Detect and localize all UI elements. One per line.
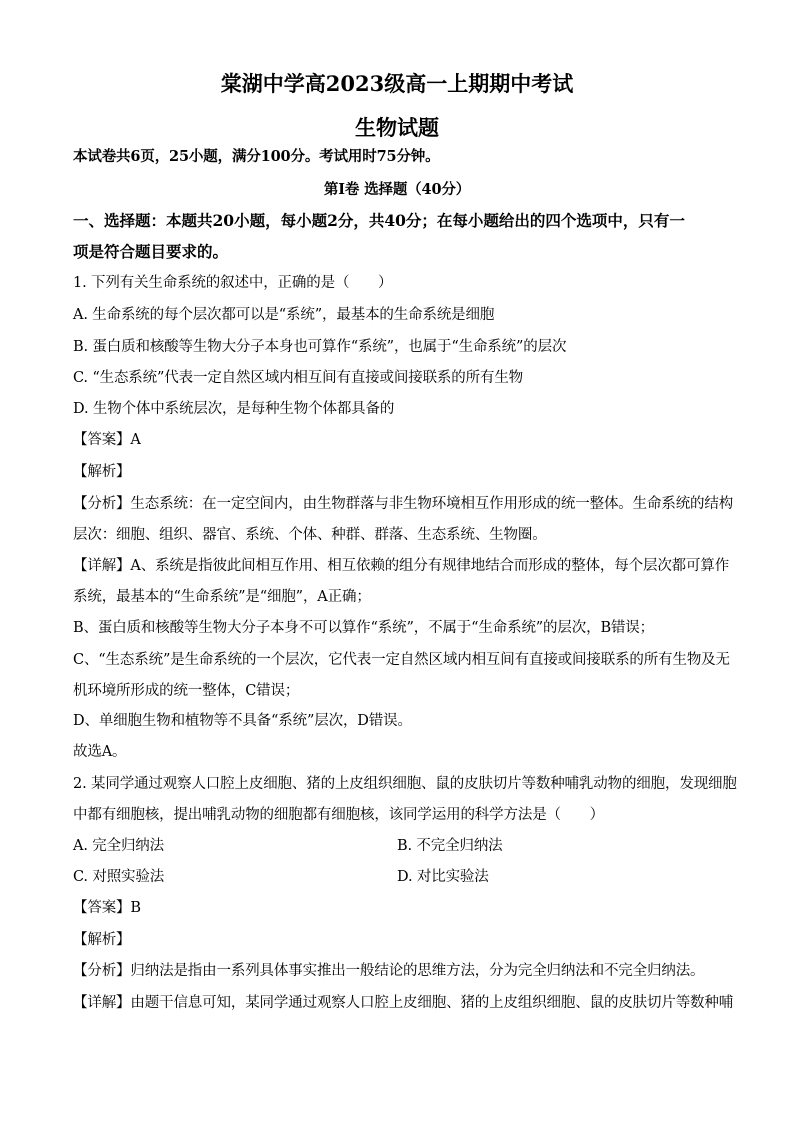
part-title: 第Ⅰ卷 选择题（40分） — [323, 181, 471, 198]
question-2-analysis-label: 【解析】 — [73, 932, 131, 948]
question-1-option-a: A. 生命系统的每个层次都可以是“系统”，最基本的生命系统是细胞 — [73, 307, 495, 323]
question-2-option-b: B. 不完全归纳法 — [397, 838, 503, 854]
exam-intro: 本试卷共6页，25小题，满分100分。考试用时75分钟。 — [73, 148, 440, 165]
subject-title: 生物试题 — [355, 115, 439, 140]
question-1-option-d: D. 生物个体中系统层次，是每种生物个体都具备的 — [73, 401, 395, 417]
question-1-analysis-line: 层次：细胞、组织、器官、系统、个体、种群、群落、生态系统、生物圈。 — [73, 527, 547, 543]
question-1-answer: 【答案】A — [73, 432, 141, 448]
question-1-option-b: B. 蛋白质和核酸等生物大分子本身也可算作“系统”，也属于“生命系统”的层次 — [73, 339, 567, 355]
question-2-analysis-line: 【分析】归纳法是指由一系列具体事实推出一般结论的思维方法，分为完全归纳法和不完全归纳法。 — [73, 963, 705, 979]
question-1-analysis-label: 【解析】 — [73, 464, 131, 480]
question-1-analysis-line: B、蛋白质和核酸等生物大分子本身不可以算作“系统”，不属于“生命系统”的层次，B错误； — [73, 620, 655, 636]
exam-title: 棠湖中学高2023级高一上期期中考试 — [220, 71, 574, 96]
question-1-option-c: C. “生态系统”代表一定自然区域内相互间有直接或间接联系的所有生物 — [73, 370, 524, 386]
question-1-conclusion: 故选A。 — [73, 744, 127, 760]
question-1-analysis-line: D、单细胞生物和植物等不具备“系统”层次，D错误。 — [73, 713, 412, 729]
question-1-analysis-line: 机环境所形成的统一整体，C错误； — [73, 683, 300, 699]
question-1-stem: 1. 下列有关生命系统的叙述中，正确的是（ ） — [73, 275, 393, 291]
question-2-analysis-line: 【详解】由题干信息可知，某同学通过观察人口腔上皮细胞、猪的上皮组织细胞、鼠的皮肤切片等数种哺 — [73, 995, 734, 1011]
question-2-option-d: D. 对比实验法 — [397, 869, 489, 885]
section-heading-line2: 项是符合题目要求的。 — [73, 242, 229, 261]
section-heading-line1: 一、选择题：本题共20小题，每小题2分，共40分；在每小题给出的四个选项中，只有一 — [73, 211, 685, 230]
question-2-stem-line1: 2. 某同学通过观察人口腔上皮细胞、猪的上皮组织细胞、鼠的皮肤切片等数种哺乳动物的细胞，发现细胞 — [73, 776, 737, 792]
question-1-analysis-line: 【分析】生态系统：在一定空间内，由生物群落与非生物环境相互作用形成的统一整体。生命系统的结构 — [73, 496, 734, 512]
question-1-analysis-line: C、“生态系统”是生命系统的一个层次，它代表一定自然区域内相互间有直接或间接联系的所有生物及无 — [73, 652, 730, 668]
question-1-analysis-line: 系统，最基本的“生命系统”是“细胞”，A正确； — [73, 589, 371, 605]
question-1-analysis-line: 【详解】A、系统是指彼此间相互作用、相互依赖的组分有规律地结合而形成的整体，每个层次都可算作 — [73, 558, 730, 574]
question-2-stem-line2: 中都有细胞核，提出哺乳动物的细胞都有细胞核，该同学运用的科学方法是（ ） — [73, 807, 604, 823]
question-2-option-a: A. 完全归纳法 — [73, 838, 164, 854]
question-2-answer: 【答案】B — [73, 900, 141, 916]
question-2-option-c: C. 对照实验法 — [73, 869, 165, 885]
